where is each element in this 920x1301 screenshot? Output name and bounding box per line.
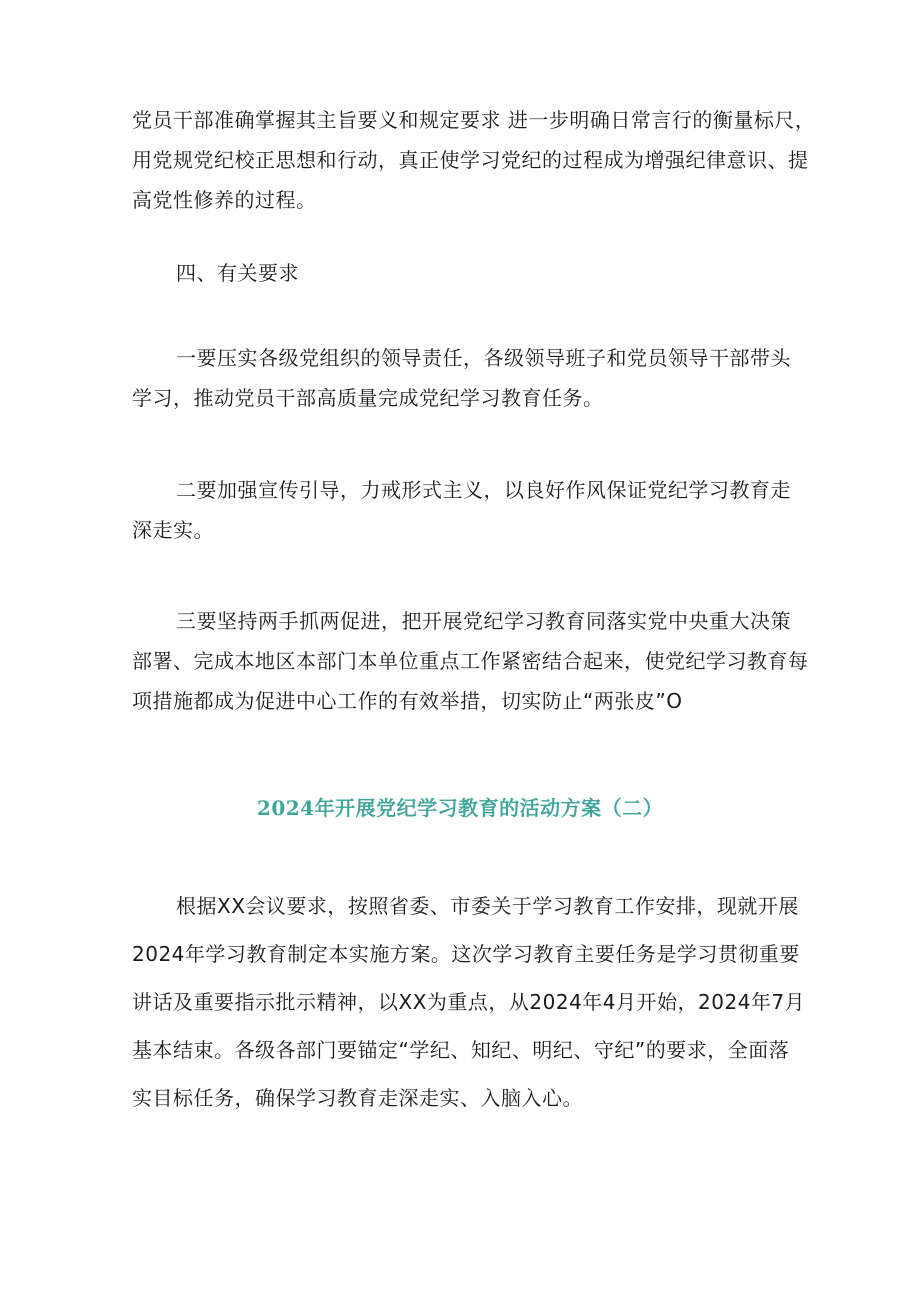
text-line: 学习，推动党员干部高质量完成党纪学习教育任务。: [132, 386, 604, 410]
requirement-paragraph-2: [132, 470, 802, 550]
text-line: 三要坚持两手抓两促进，把开展党纪学习教育同落实党中央重大决策: [176, 609, 791, 633]
text-line: 一要压实各级党组织的领导责任，各级领导班子和党员领导干部带头: [176, 346, 791, 370]
requirement-paragraph-1: [132, 338, 802, 418]
text-line: 实目标任务，确保学习教育走深走实、入脑入心。: [132, 1086, 583, 1110]
text-line: 项措施都成为促进中心工作的有效举措，切实防止“两张皮”O: [132, 689, 683, 713]
text-line: 党员干部准确掌握其主旨要义和规定要求 进一步明确日常言行的衡量标尺，: [132, 108, 816, 132]
text-line: 高党性修养的过程。: [132, 188, 317, 212]
text-line: 根据XX会议要求，按照省委、市委关于学习教育工作安排，现就开展: [176, 894, 799, 918]
text-line: 2024年学习教育制定本实施方案。这次学习教育主要任务是学习贯彻重要: [132, 942, 800, 966]
section-heading: [132, 253, 846, 293]
text-line: 二要加强宣传引导，力戒形式主义，以良好作风保证党纪学习教育走: [176, 478, 791, 502]
document-subtitle: 2024年开展党纪学习教育的活动方案（二）: [256, 796, 664, 820]
text-line: 深走实。: [132, 518, 214, 542]
requirement-paragraph-3: [132, 601, 809, 721]
text-line: 用党规党纪校正思想和行动，真正使学习党纪的过程成为增强纪律意识、提: [132, 148, 809, 172]
section-heading-text: 四、有关要求: [176, 261, 299, 285]
text-line: 讲话及重要指示批示精神，以XX为重点，从2024年4月开始，2024年7月: [132, 990, 806, 1014]
paragraph-continuation: [132, 100, 816, 220]
text-line: 部署、完成本地区本部门本单位重点工作紧密结合起来，使党纪学习教育每: [132, 649, 809, 673]
text-line: 基本结束。各级各部门要锚定“学纪、知纪、明纪、守纪”的要求，全面落: [132, 1038, 790, 1062]
intro-paragraph: [132, 882, 806, 1122]
